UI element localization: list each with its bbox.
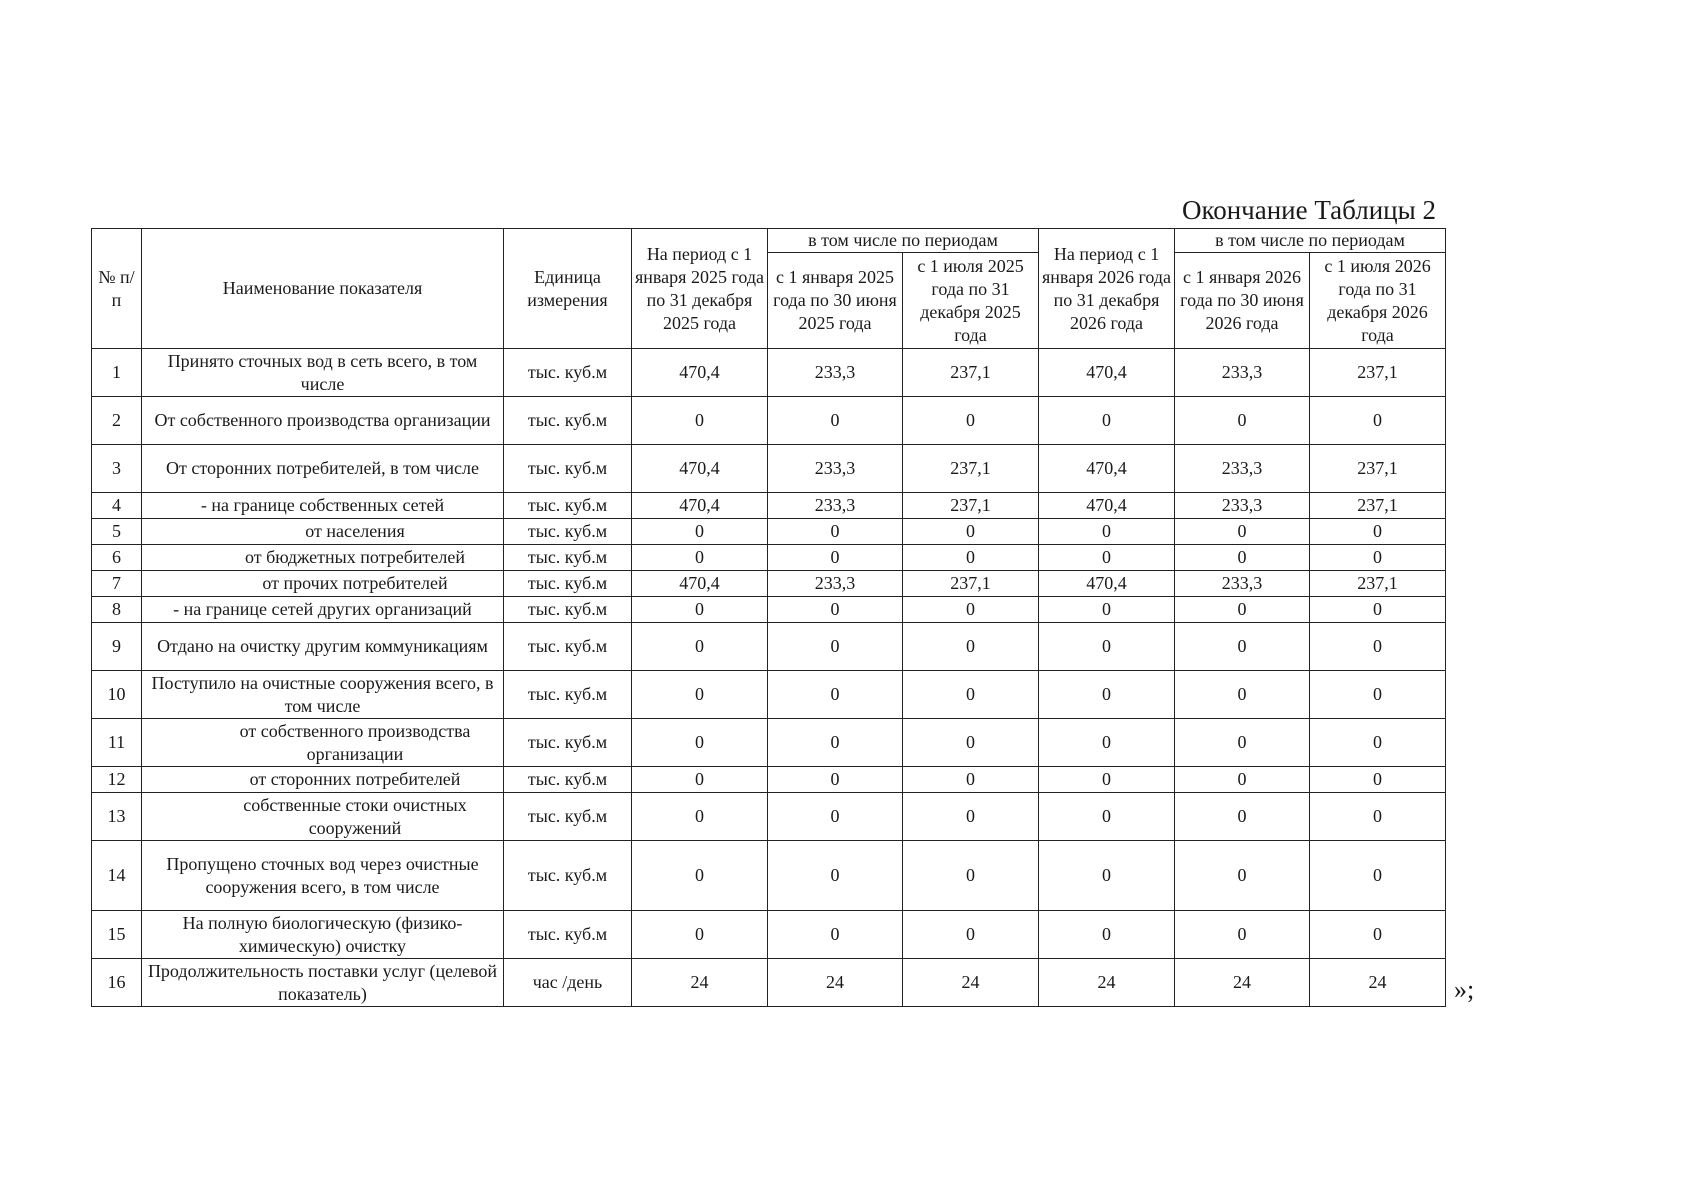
row-name: От сторонних потребителей, в том числе	[142, 445, 504, 493]
table-row	[92, 671, 1446, 719]
table-row	[92, 793, 1446, 841]
row-value-2026-h1: 233,3	[1175, 349, 1310, 397]
row-value-2025-h2: 0	[903, 597, 1039, 623]
row-value-2025-total: 470,4	[632, 445, 768, 493]
row-value-2026-total: 470,4	[1039, 493, 1175, 519]
row-value-2026-total: 0	[1039, 519, 1175, 545]
row-unit: тыс. куб.м	[504, 397, 632, 445]
row-value-2026-h1: 0	[1175, 793, 1310, 841]
row-value-2026-h1: 0	[1175, 519, 1310, 545]
row-value-2025-h2: 0	[903, 397, 1039, 445]
row-value-2026-total: 0	[1039, 597, 1175, 623]
row-value-2025-h1: 0	[768, 793, 903, 841]
row-value-2026-total: 0	[1039, 841, 1175, 911]
row-value-2025-total: 0	[632, 719, 768, 767]
row-value-2025-h1: 0	[768, 397, 903, 445]
row-value-2026-total: 470,4	[1039, 349, 1175, 397]
row-value-2025-total: 0	[632, 623, 768, 671]
header-group-2025: в том числе по периодам	[768, 229, 1039, 253]
row-num: 2	[92, 397, 142, 445]
row-value-2026-total: 0	[1039, 911, 1175, 959]
row-unit: тыс. куб.м	[504, 493, 632, 519]
row-value-2026-h1: 233,3	[1175, 493, 1310, 519]
row-unit: тыс. куб.м	[504, 445, 632, 493]
header-unit: Единица измерения	[504, 229, 632, 349]
row-value-2026-total: 0	[1039, 545, 1175, 571]
row-value-2026-h2: 237,1	[1310, 571, 1446, 597]
row-unit: тыс. куб.м	[504, 545, 632, 571]
closing-quote-mark: »;	[1454, 975, 1475, 1004]
row-value-2026-h1: 0	[1175, 397, 1310, 445]
table-body	[92, 349, 1446, 1007]
row-num: 14	[92, 841, 142, 911]
row-value-2026-h2: 0	[1310, 397, 1446, 445]
header-period-2026: На период с 1 января 2026 года по 31 декабря 2026 года	[1039, 229, 1175, 349]
table-continuation-title: Окончание Таблицы 2	[1181, 195, 1436, 225]
row-name: На полную биологическую (физико-химическую) очистку	[142, 911, 504, 959]
row-name: собственные стоки очистных сооружений	[142, 793, 504, 841]
header-h1-2026: с 1 января 2026 года по 30 июня 2026 года	[1175, 253, 1310, 349]
header-group-2026: в том числе по периодам	[1175, 229, 1446, 253]
row-value-2025-h2: 237,1	[903, 445, 1039, 493]
row-num: 8	[92, 597, 142, 623]
row-value-2026-total: 470,4	[1039, 571, 1175, 597]
row-value-2025-h1: 0	[768, 841, 903, 911]
row-value-2025-h1: 0	[768, 671, 903, 719]
table-row	[92, 397, 1446, 445]
row-name: от сторонних потребителей	[142, 767, 504, 793]
table-row	[92, 597, 1446, 623]
row-num: 11	[92, 719, 142, 767]
row-value-2026-h1: 0	[1175, 719, 1310, 767]
indicators-table	[91, 228, 1446, 1007]
header-h2-2025: с 1 июля 2025 года по 31 декабря 2025 года	[903, 253, 1039, 349]
row-value-2025-h2: 24	[903, 959, 1039, 1007]
row-value-2025-h2: 0	[903, 519, 1039, 545]
row-num: 10	[92, 671, 142, 719]
row-unit: тыс. куб.м	[504, 767, 632, 793]
row-name: - на границе собственных сетей	[142, 493, 504, 519]
table-row	[92, 545, 1446, 571]
row-value-2025-total: 470,4	[632, 571, 768, 597]
row-value-2025-h1: 0	[768, 519, 903, 545]
row-num: 16	[92, 959, 142, 1007]
row-num: 12	[92, 767, 142, 793]
row-value-2026-h2: 237,1	[1310, 445, 1446, 493]
row-value-2026-h2: 0	[1310, 793, 1446, 841]
row-value-2025-total: 0	[632, 911, 768, 959]
row-num: 1	[92, 349, 142, 397]
row-unit: тыс. куб.м	[504, 671, 632, 719]
row-num: 6	[92, 545, 142, 571]
row-value-2025-h2: 237,1	[903, 571, 1039, 597]
row-value-2026-h2: 0	[1310, 911, 1446, 959]
table-row	[92, 519, 1446, 545]
table-row	[92, 767, 1446, 793]
row-value-2025-h1: 0	[768, 545, 903, 571]
row-unit: тыс. куб.м	[504, 623, 632, 671]
row-value-2026-h2: 0	[1310, 841, 1446, 911]
row-num: 15	[92, 911, 142, 959]
row-unit: тыс. куб.м	[504, 571, 632, 597]
header-h2-2026: с 1 июля 2026 года по 31 декабря 2026 года	[1310, 253, 1446, 349]
row-value-2026-h2: 237,1	[1310, 493, 1446, 519]
row-name: от населения	[142, 519, 504, 545]
row-value-2025-h1: 233,3	[768, 349, 903, 397]
row-value-2026-h1: 24	[1175, 959, 1310, 1007]
row-value-2025-total: 24	[632, 959, 768, 1007]
row-value-2025-h1: 233,3	[768, 445, 903, 493]
row-value-2026-total: 24	[1039, 959, 1175, 1007]
row-value-2025-h2: 237,1	[903, 493, 1039, 519]
row-value-2026-h1: 233,3	[1175, 445, 1310, 493]
row-value-2026-h2: 24	[1310, 959, 1446, 1007]
row-value-2026-h2: 0	[1310, 597, 1446, 623]
row-value-2025-total: 0	[632, 597, 768, 623]
row-value-2025-h2: 0	[903, 545, 1039, 571]
row-value-2026-h2: 0	[1310, 623, 1446, 671]
row-name: - на границе сетей других организаций	[142, 597, 504, 623]
row-value-2026-h2: 0	[1310, 519, 1446, 545]
row-value-2025-h1: 233,3	[768, 493, 903, 519]
row-value-2025-total: 470,4	[632, 493, 768, 519]
row-value-2025-h2: 0	[903, 841, 1039, 911]
row-value-2025-total: 0	[632, 397, 768, 445]
table-row	[92, 959, 1446, 1007]
row-value-2025-h2: 0	[903, 911, 1039, 959]
row-value-2025-h2: 0	[903, 793, 1039, 841]
row-value-2025-h1: 24	[768, 959, 903, 1007]
row-value-2026-h1: 0	[1175, 623, 1310, 671]
row-value-2026-h2: 0	[1310, 767, 1446, 793]
row-name: от бюджетных потребителей	[142, 545, 504, 571]
row-num: 9	[92, 623, 142, 671]
table-row	[92, 349, 1446, 397]
row-value-2026-total: 0	[1039, 397, 1175, 445]
table-row	[92, 571, 1446, 597]
row-unit: тыс. куб.м	[504, 597, 632, 623]
row-value-2025-total: 0	[632, 793, 768, 841]
row-name: Принято сточных вод в сеть всего, в том числе	[142, 349, 504, 397]
row-value-2026-h1: 0	[1175, 597, 1310, 623]
row-value-2025-total: 0	[632, 671, 768, 719]
row-unit: час /день	[504, 959, 632, 1007]
table-header	[92, 229, 1446, 349]
row-value-2026-h2: 0	[1310, 545, 1446, 571]
row-value-2025-h1: 0	[768, 767, 903, 793]
row-value-2026-h1: 233,3	[1175, 571, 1310, 597]
row-name: Отдано на очистку другим коммуникациям	[142, 623, 504, 671]
header-period-2025: На период с 1 января 2025 года по 31 декабря 2025 года	[632, 229, 768, 349]
row-value-2025-h2: 0	[903, 719, 1039, 767]
header-name: Наименование показателя	[142, 229, 504, 349]
row-value-2025-h1: 0	[768, 623, 903, 671]
row-name: От собственного производства организации	[142, 397, 504, 445]
row-name: Пропущено сточных вод через очистные сооружения всего, в том числе	[142, 841, 504, 911]
row-unit: тыс. куб.м	[504, 841, 632, 911]
header-num: № п/п	[92, 229, 142, 349]
row-num: 3	[92, 445, 142, 493]
row-value-2026-h2: 0	[1310, 671, 1446, 719]
row-value-2025-h2: 237,1	[903, 349, 1039, 397]
row-unit: тыс. куб.м	[504, 519, 632, 545]
row-value-2026-h2: 0	[1310, 719, 1446, 767]
row-value-2026-total: 470,4	[1039, 445, 1175, 493]
row-value-2026-total: 0	[1039, 623, 1175, 671]
row-num: 7	[92, 571, 142, 597]
row-unit: тыс. куб.м	[504, 349, 632, 397]
row-num: 13	[92, 793, 142, 841]
row-value-2025-total: 0	[632, 767, 768, 793]
table-row	[92, 493, 1446, 519]
row-value-2026-h1: 0	[1175, 841, 1310, 911]
row-value-2025-h2: 0	[903, 623, 1039, 671]
row-value-2026-total: 0	[1039, 793, 1175, 841]
table-row	[92, 841, 1446, 911]
row-value-2025-h2: 0	[903, 767, 1039, 793]
row-unit: тыс. куб.м	[504, 719, 632, 767]
row-value-2025-h1: 0	[768, 719, 903, 767]
row-name: от собственного производства организации	[142, 719, 504, 767]
row-unit: тыс. куб.м	[504, 911, 632, 959]
row-value-2025-h1: 0	[768, 911, 903, 959]
table-row	[92, 911, 1446, 959]
table-row	[92, 719, 1446, 767]
row-value-2026-h1: 0	[1175, 545, 1310, 571]
row-name: Продолжительность поставки услуг (целевой показатель)	[142, 959, 504, 1007]
row-name: Поступило на очистные сооружения всего, в том числе	[142, 671, 504, 719]
row-value-2026-h2: 237,1	[1310, 349, 1446, 397]
row-value-2025-h2: 0	[903, 671, 1039, 719]
row-value-2025-total: 0	[632, 519, 768, 545]
row-value-2026-h1: 0	[1175, 671, 1310, 719]
row-value-2026-total: 0	[1039, 719, 1175, 767]
row-value-2025-total: 0	[632, 545, 768, 571]
row-value-2026-h1: 0	[1175, 911, 1310, 959]
row-num: 4	[92, 493, 142, 519]
header-h1-2025: с 1 января 2025 года по 30 июня 2025 года	[768, 253, 903, 349]
row-value-2026-total: 0	[1039, 767, 1175, 793]
row-value-2025-total: 0	[632, 841, 768, 911]
row-num: 5	[92, 519, 142, 545]
table-row	[92, 445, 1446, 493]
row-unit: тыс. куб.м	[504, 793, 632, 841]
row-name: от прочих потребителей	[142, 571, 504, 597]
row-value-2026-h1: 0	[1175, 767, 1310, 793]
row-value-2025-h1: 233,3	[768, 571, 903, 597]
row-value-2025-total: 470,4	[632, 349, 768, 397]
table-row	[92, 623, 1446, 671]
row-value-2025-h1: 0	[768, 597, 903, 623]
row-value-2026-total: 0	[1039, 671, 1175, 719]
